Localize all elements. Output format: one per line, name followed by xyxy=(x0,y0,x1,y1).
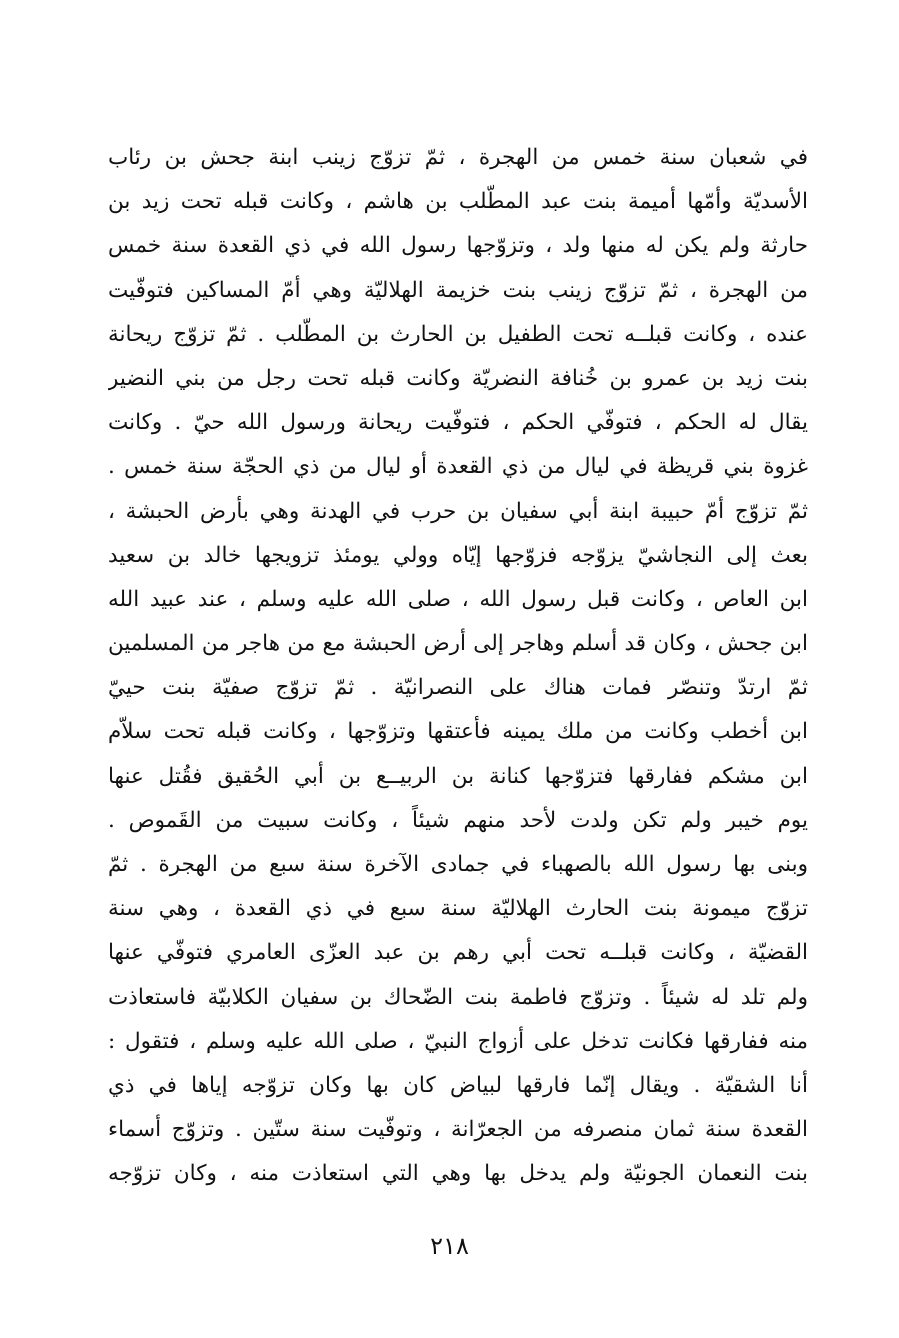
text-line: ابن مشكم ففارقها فتزوّجها كنانة بن الربيــع بن أبي الحُقيق فقُتل عنها xyxy=(108,763,808,789)
text-line: عنده ، وكانت قبلــه تحت الطفيل بن الحارث بن المطّلب . ثمّ تزوّج ريحانة xyxy=(108,321,808,347)
body-text xyxy=(108,136,808,1197)
text-line: حارثة ولم يكن له منها ولد ، وتزوّجها رسول الله في ذي القعدة سنة خمس xyxy=(108,233,808,259)
text-line: وبنى بها رسول الله بالصهباء في جمادى الآخرة سنة سبع من الهجرة . ثمّ xyxy=(108,852,808,877)
text-line: ابن أخطب وكانت من ملك يمينه فأعتقها وتزوّجها ، وكانت قبله تحت سلاّم xyxy=(108,719,808,745)
text-line: أنا الشقيّة . ويقال إنّما فارقها لبياض كان بها وكان تزوّجه إياها في ذي xyxy=(108,1072,808,1098)
text-line: ولم تلد له شيئاً . وتزوّج فاطمة بنت الضّحاك بن سفيان الكلابيّة فاستعاذت xyxy=(108,984,808,1010)
text-line: يوم خيبر ولم تكن ولدت لأحد منهم شيئاً ، وكانت سبيت من القَموص . xyxy=(108,807,808,833)
text-line: بنت النعمان الجونيّة ولم يدخل بها وهي التي استعاذت منه ، وكان تزوّجه xyxy=(108,1161,808,1187)
text-line: ابن العاص ، وكانت قبل رسول الله ، صلى الله عليه وسلم ، عند عبيد الله xyxy=(108,586,808,612)
text-line: في شعبان سنة خمس من الهجرة ، ثمّ تزوّج زينب ابنة جحش بن رئاب xyxy=(108,145,808,170)
text-line: منه ففارقها فكانت تدخل على أزواج النبيّ ، صلى الله عليه وسلم ، فتقول : xyxy=(108,1028,808,1054)
text-line: يقال له الحكم ، فتوفّي الحكم ، فتوفّيت ريحانة ورسول الله حيّ . وكانت xyxy=(108,410,808,436)
text-line: تزوّج ميمونة بنت الحارث الهلاليّة سنة سبع في ذي القعدة ، وهي سنة xyxy=(108,896,808,922)
text-line: بعث إلى النجاشيّ يزوّجه فزوّجها إيّاه وولي يومئذ تزويجها خالد بن سعيد xyxy=(108,542,808,568)
text-line: ثمّ ارتدّ وتنصّر فمات هناك على النصرانيّة . ثمّ تزوّج صفيّة بنت حييّ xyxy=(108,675,808,701)
text-line: ثمّ تزوّج أمّ حبيبة ابنة أبي سفيان بن حرب في الهدنة وهي بأرض الحبشة ، xyxy=(108,498,808,524)
text-line: من الهجرة ، ثمّ تزوّج زينب بنت خزيمة الهلاليّة وهي أمّ المساكين فتوفّيت xyxy=(108,277,808,303)
text-line: القضيّة ، وكانت قبلــه تحت أبي رهم بن عبد العزّى العامري فتوفّي عنها xyxy=(108,940,808,966)
text-line: الأسديّة وأمّها أميمة بنت عبد المطّلب بن هاشم ، وكانت قبله تحت زيد بن xyxy=(108,189,808,215)
page-number: ٢١٨ xyxy=(430,1232,469,1260)
text-line: ابن جحش ، وكان قد أسلم وهاجر إلى أرض الحبشة مع من هاجر من المسلمين xyxy=(108,631,808,657)
text-line: غزوة بني قريظة في ليال من ذي القعدة أو ليال من ذي الحجّة سنة خمس . xyxy=(108,454,808,480)
text-line: بنت زيد بن عمرو بن خُنافة النضريّة وكانت قبله تحت رجل من بني النضير xyxy=(108,365,808,391)
text-line: القعدة سنة ثمان منصرفه من الجعرّانة ، وتوفّيت سنة ستّين . وتزوّج أسماء xyxy=(108,1117,808,1143)
